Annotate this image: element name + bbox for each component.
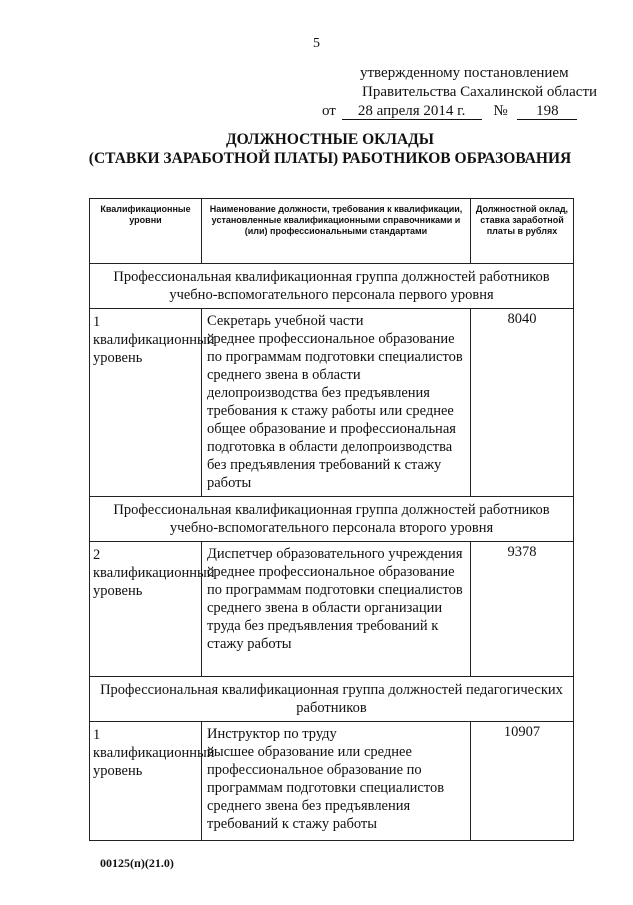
- position-requirements: среднее профессиональное образование по программам подготовки специалистов среднего звена в области организации труда без предъявления требований к стажу работы: [207, 564, 463, 652]
- position-name: Диспетчер образовательного учреждения: [207, 546, 463, 562]
- salary-table: [89, 198, 574, 841]
- position-name: Секретарь учебной части: [207, 313, 364, 329]
- group-title: Профессиональная квалификационная группа должностей работников учебно-вспомогательного персонала первого уровня: [90, 264, 574, 309]
- salary-value: 9378: [471, 542, 574, 677]
- position-requirements: высшее образование или среднее профессиональное образование по программам подготовки специалистов среднего звена без предъявления требований к стажу работы: [207, 744, 445, 832]
- approval-number: 198: [517, 104, 577, 120]
- table-header-row: [90, 199, 574, 264]
- position-requirements: среднее профессиональное образование по программам подготовки специалистов среднего звена в области делопроизводства без предъявления требования к стажу работы или среднее общее образование и профессиональная подготовка в области делопроизводства без предъявления требований к стажу работы: [207, 331, 463, 491]
- table-row: [90, 722, 574, 841]
- group-row: [90, 264, 574, 309]
- page-number: 5: [313, 36, 320, 51]
- document-title: [60, 130, 600, 168]
- salary-value: 10907: [471, 722, 574, 841]
- group-title: Профессиональная квалификационная группа должностей работников учебно-вспомогательного персонала второго уровня: [90, 497, 574, 542]
- header-salary: Должностной оклад, ставка заработной платы в рублях: [471, 199, 574, 264]
- header-position-requirements: Наименование должности, требования к квалификации, установленные квалификационными справочниками и (или) профессиональными стандартами: [202, 199, 471, 264]
- approval-line-2: Правительства Сахалинской области: [362, 84, 598, 100]
- group-title: Профессиональная квалификационная группа должностей педагогических работников: [90, 677, 574, 722]
- position-description: [202, 542, 471, 677]
- title-line-2: (СТАВКИ ЗАРАБОТНОЙ ПЛАТЫ) РАБОТНИКОВ ОБРАЗОВАНИЯ: [88, 150, 572, 167]
- group-row: [90, 497, 574, 542]
- approval-date-line: [322, 102, 602, 121]
- salary-value: 8040: [471, 309, 574, 497]
- header-qualification-levels: Квалификационные уровни: [90, 199, 202, 264]
- number-label: №: [493, 103, 508, 119]
- qualification-level: 1 квалификационный уровень: [90, 309, 202, 497]
- approval-line-1: утвержденному постановлением: [360, 65, 569, 81]
- title-line-1: ДОЛЖНОСТНЫЕ ОКЛАДЫ: [225, 131, 435, 148]
- position-description: [202, 309, 471, 497]
- group-row: [90, 677, 574, 722]
- position-name: Инструктор по труду: [207, 726, 337, 742]
- qualification-level: 2 квалификационный уровень: [90, 542, 202, 677]
- approval-block: [322, 64, 602, 121]
- qualification-level: 1 квалификационный уровень: [90, 722, 202, 841]
- position-description: [202, 722, 471, 841]
- table-row: [90, 309, 574, 497]
- approval-date: 28 апреля 2014 г.: [342, 104, 482, 120]
- from-label: от: [322, 103, 336, 119]
- table-row: [90, 542, 574, 677]
- document-code: 00125(п)(21.0): [100, 856, 174, 870]
